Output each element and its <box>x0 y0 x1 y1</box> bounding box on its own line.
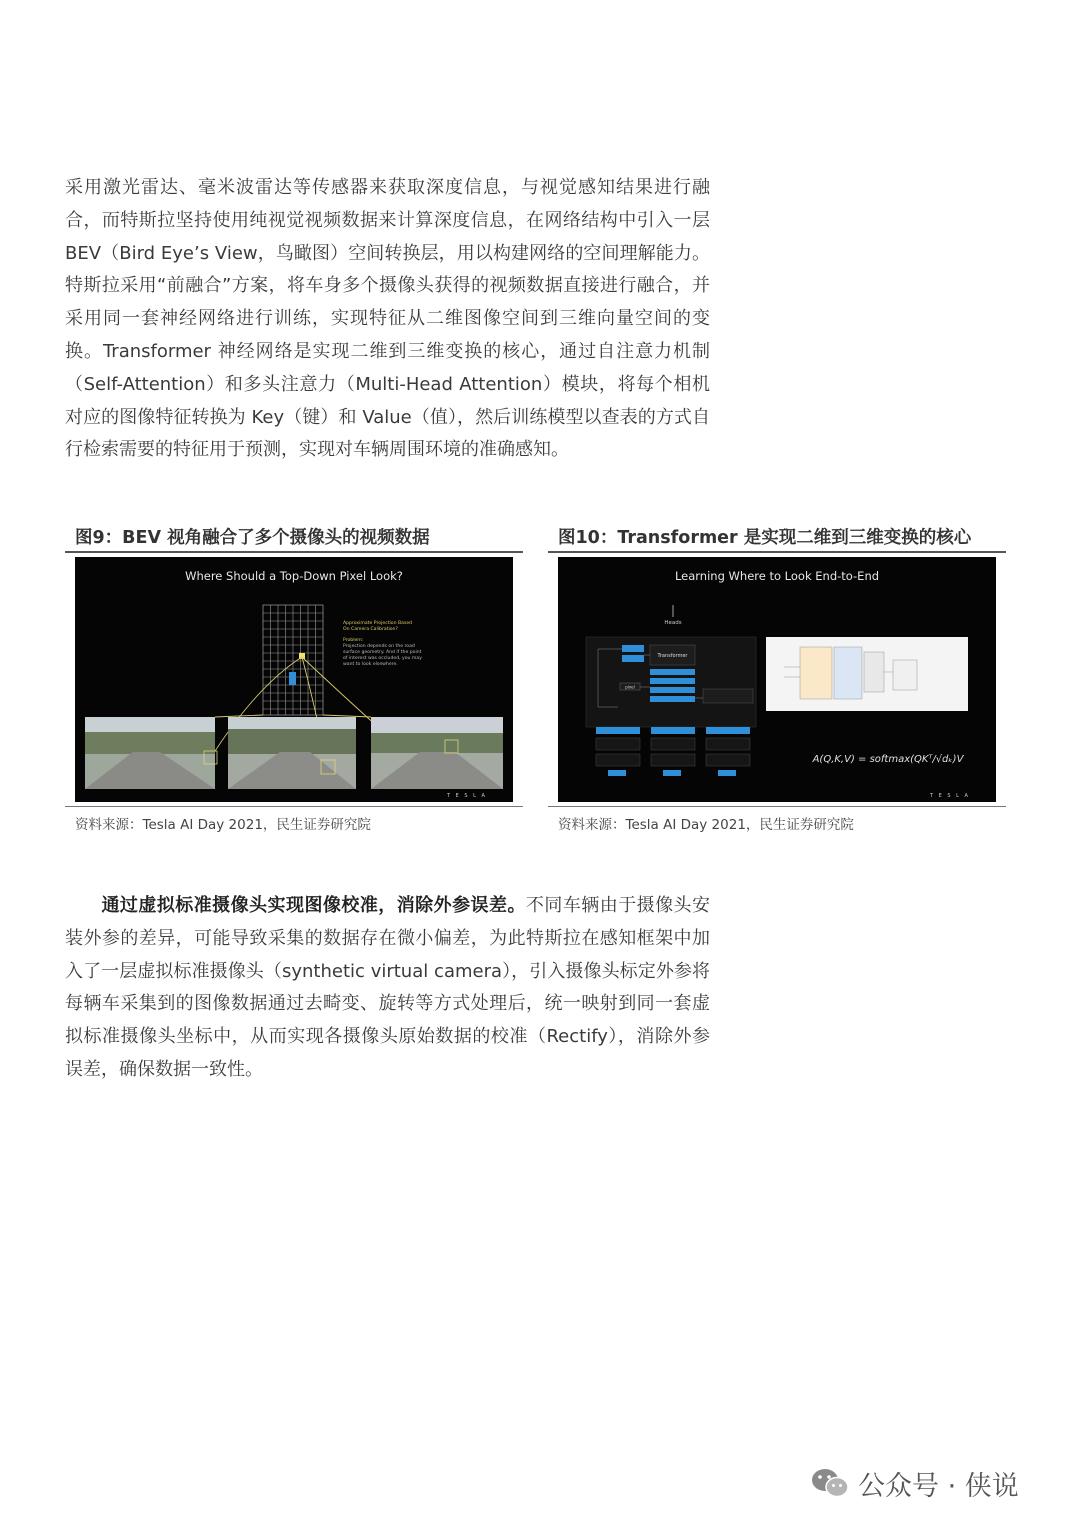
watermark-text: 公众号 · 侠说 <box>858 1470 1019 1502</box>
body-paragraph-2 <box>65 890 710 1087</box>
figure-10-image <box>558 557 996 802</box>
annotation-text-4: want to look elsewhere. <box>343 662 398 667</box>
block-1 <box>622 645 644 652</box>
annotation-problem: Problem: <box>343 638 364 643</box>
annotation-text-2: surface geometry. And if the point <box>343 650 422 655</box>
positional-block <box>650 687 695 693</box>
query-block <box>650 669 695 675</box>
figure-10-title: 图10：Transformer 是实现二维到三维变换的核心 <box>548 526 1006 553</box>
paragraph-2-body: 不同车辆由于摄像头安装外参的差异，可能导致采集的数据存在微小偏差，为此特斯拉在感知框架中加入了一层虚拟标准摄像头（synthetic virtual camera），引入摄像头标定外参将每辆车采集到的图像数据通过去畸变、旋转等方式处理后，统一映射到同一套虚拟标准摄像头坐标中，从而实现各摄像头原始数据的校准（Rectify），消除外参误差，确保数据一致性。 <box>65 895 711 1080</box>
annotation-1-line2: On Camera Calibration? <box>343 627 398 632</box>
bev-illustration <box>75 557 513 802</box>
annotation-1-line1: Approximate Projection Based <box>343 621 413 626</box>
figure-10-divider <box>548 806 1006 807</box>
paragraph-2-lead: 通过虚拟标准摄像头实现图像校准，消除外参误差。 <box>101 895 526 916</box>
pixel-label: pixel <box>625 684 635 690</box>
camera-view-2 <box>228 717 356 789</box>
tesla-logo-fig9: T E S L A <box>447 793 487 799</box>
tesla-logo-fig10: T E S L A <box>930 793 970 799</box>
camera-view-1 <box>85 717 217 789</box>
encoding-block <box>650 696 695 702</box>
figure-10-source: 资料来源：Tesla AI Day 2021，民生证券研究院 <box>558 817 854 833</box>
annotation-text-1: Projection depends on the road <box>343 644 415 649</box>
watermark <box>810 1465 1019 1501</box>
figure-9-title: 图9：BEV 视角融合了多个摄像头的视频数据 <box>65 526 523 553</box>
bev-grid <box>263 605 323 715</box>
transformer-label: Transformer <box>657 653 688 659</box>
figure-9 <box>65 526 523 833</box>
transformer-illustration <box>558 557 996 802</box>
output-block <box>703 689 753 703</box>
ego-vehicle-marker <box>289 672 296 685</box>
attention-formula: A(Q,K,V) = softmax(QKᵀ/√dₖ)V <box>812 754 964 765</box>
camera-view-3 <box>371 717 503 789</box>
figure-10-slide-title: Learning Where to Look End-to-End <box>674 569 880 583</box>
figure-9-image <box>75 557 513 802</box>
block-2 <box>622 655 644 662</box>
annotation-text-3: of interest was occluded, you may <box>343 656 422 661</box>
camera-columns <box>596 727 750 776</box>
figure-9-source: 资料来源：Tesla AI Day 2021，民生证券研究院 <box>75 817 371 833</box>
body-paragraph-1: 采用激光雷达、毫米波雷达等传感器来获取深度信息，与视觉感知结果进行融合，而特斯拉坚持使用纯视觉视频数据来计算深度信息，在网络结构中引入一层 BEV（Bird Eye’s View，鸟瞰图）空间转换层，用以构建网络的空间理解能力。特斯拉采用“前融合”方案，将车身多个摄像头获得的视频数据直接进行融合，并采用同一套神经网络进行训练，实现特征从二维图像空间到三维向量空间的变换。Transformer 神经网络是实现二维到三维变换的核心，通过自注意力机制（Self-Attention）和多头注意力（Multi-Head Attention）模块，将每个相机对应的图像特征转换为 Key（键）和 Value（值），然后训练模型以查表的方式自行检索需要的特征用于预测，实现对车辆周围环境的准确感知。 <box>65 177 710 461</box>
figure-9-slide-title: Where Should a Top-Down Pixel Look? <box>185 569 403 583</box>
mlp-block <box>650 678 695 684</box>
heads-label: Heads <box>664 620 682 626</box>
figure-10 <box>548 526 1006 833</box>
figure-9-divider <box>65 806 523 807</box>
wechat-icon <box>810 1466 850 1500</box>
